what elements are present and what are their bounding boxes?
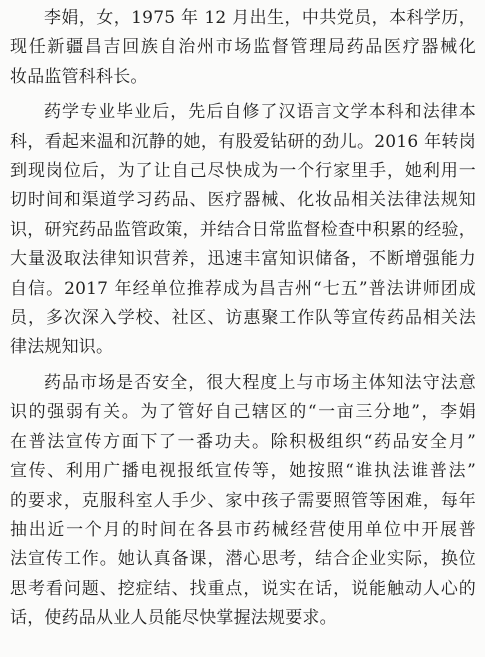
text-line: 在普法宣传方面下了一番功夫。除积极组织“药品安全月” (10, 431, 476, 452)
text-line: 法宣传工作。她认真备课，潜心思考，结合企业实际，换位 (10, 549, 476, 570)
text-line: 识，研究药品监管政策，并结合日常监督检查中积累的经验， (10, 219, 476, 240)
article-body (10, 4, 476, 640)
text-line: 话，使药品从业人员能尽快掌握法规要求。 (10, 608, 337, 629)
text-line: 律法规知识。 (10, 337, 114, 358)
text-line: 现任新疆昌吉回族自治州市场监督管理局药品医疗器械化 (10, 37, 476, 58)
text-line: 抽出近一个月的时间在各县市药械经营使用单位中开展普 (10, 519, 476, 540)
paragraph-1 (10, 4, 476, 92)
text-line: 李娟，女，1975 年 12 月出生，中共党员，本科学历， (44, 8, 476, 28)
text-line: 药品市场是否安全，很大程度上与市场主体知法守法意 (44, 372, 476, 393)
text-line: 药学专业毕业后，先后自修了汉语言文学本科和法律本 (44, 102, 476, 123)
text-line: 科，看起来温和沉静的她，有股爱钻研的劲儿。2016 年转岗 (10, 131, 476, 152)
text-line: 员，多次深入学校、社区、访惠聚工作队等宣传药品相关法 (10, 308, 476, 329)
text-line: 识的强弱有关。为了管好自己辖区的“一亩三分地”，李娟 (10, 402, 476, 423)
text-line: 大量汲取法律知识营养，迅速丰富知识储备，不断增强能力 (10, 249, 476, 270)
text-line: 切时间和渠道学习药品、医疗器械、化妆品相关法律法规知 (10, 190, 476, 211)
text-line: 妆品监管科科长。 (10, 66, 148, 87)
text-line: 到现岗位后，为了让自己尽快成为一个行家里手，她利用一 (10, 161, 476, 182)
text-line: 宣传、利用广播电视报纸宣传等，她按照“谁执法谁普法” (10, 461, 476, 482)
text-line: 的要求，克服科室人手少、家中孩子需要照管等困难，每年 (10, 490, 476, 511)
paragraph-2 (10, 98, 476, 363)
text-line: 自信。2017 年经单位推荐成为昌吉州“七五”普法讲师团成 (10, 278, 476, 299)
paragraph-3 (10, 369, 476, 634)
text-line: 思考看问题、挖症结、找重点，说实在话，说能触动人心的 (10, 578, 476, 599)
